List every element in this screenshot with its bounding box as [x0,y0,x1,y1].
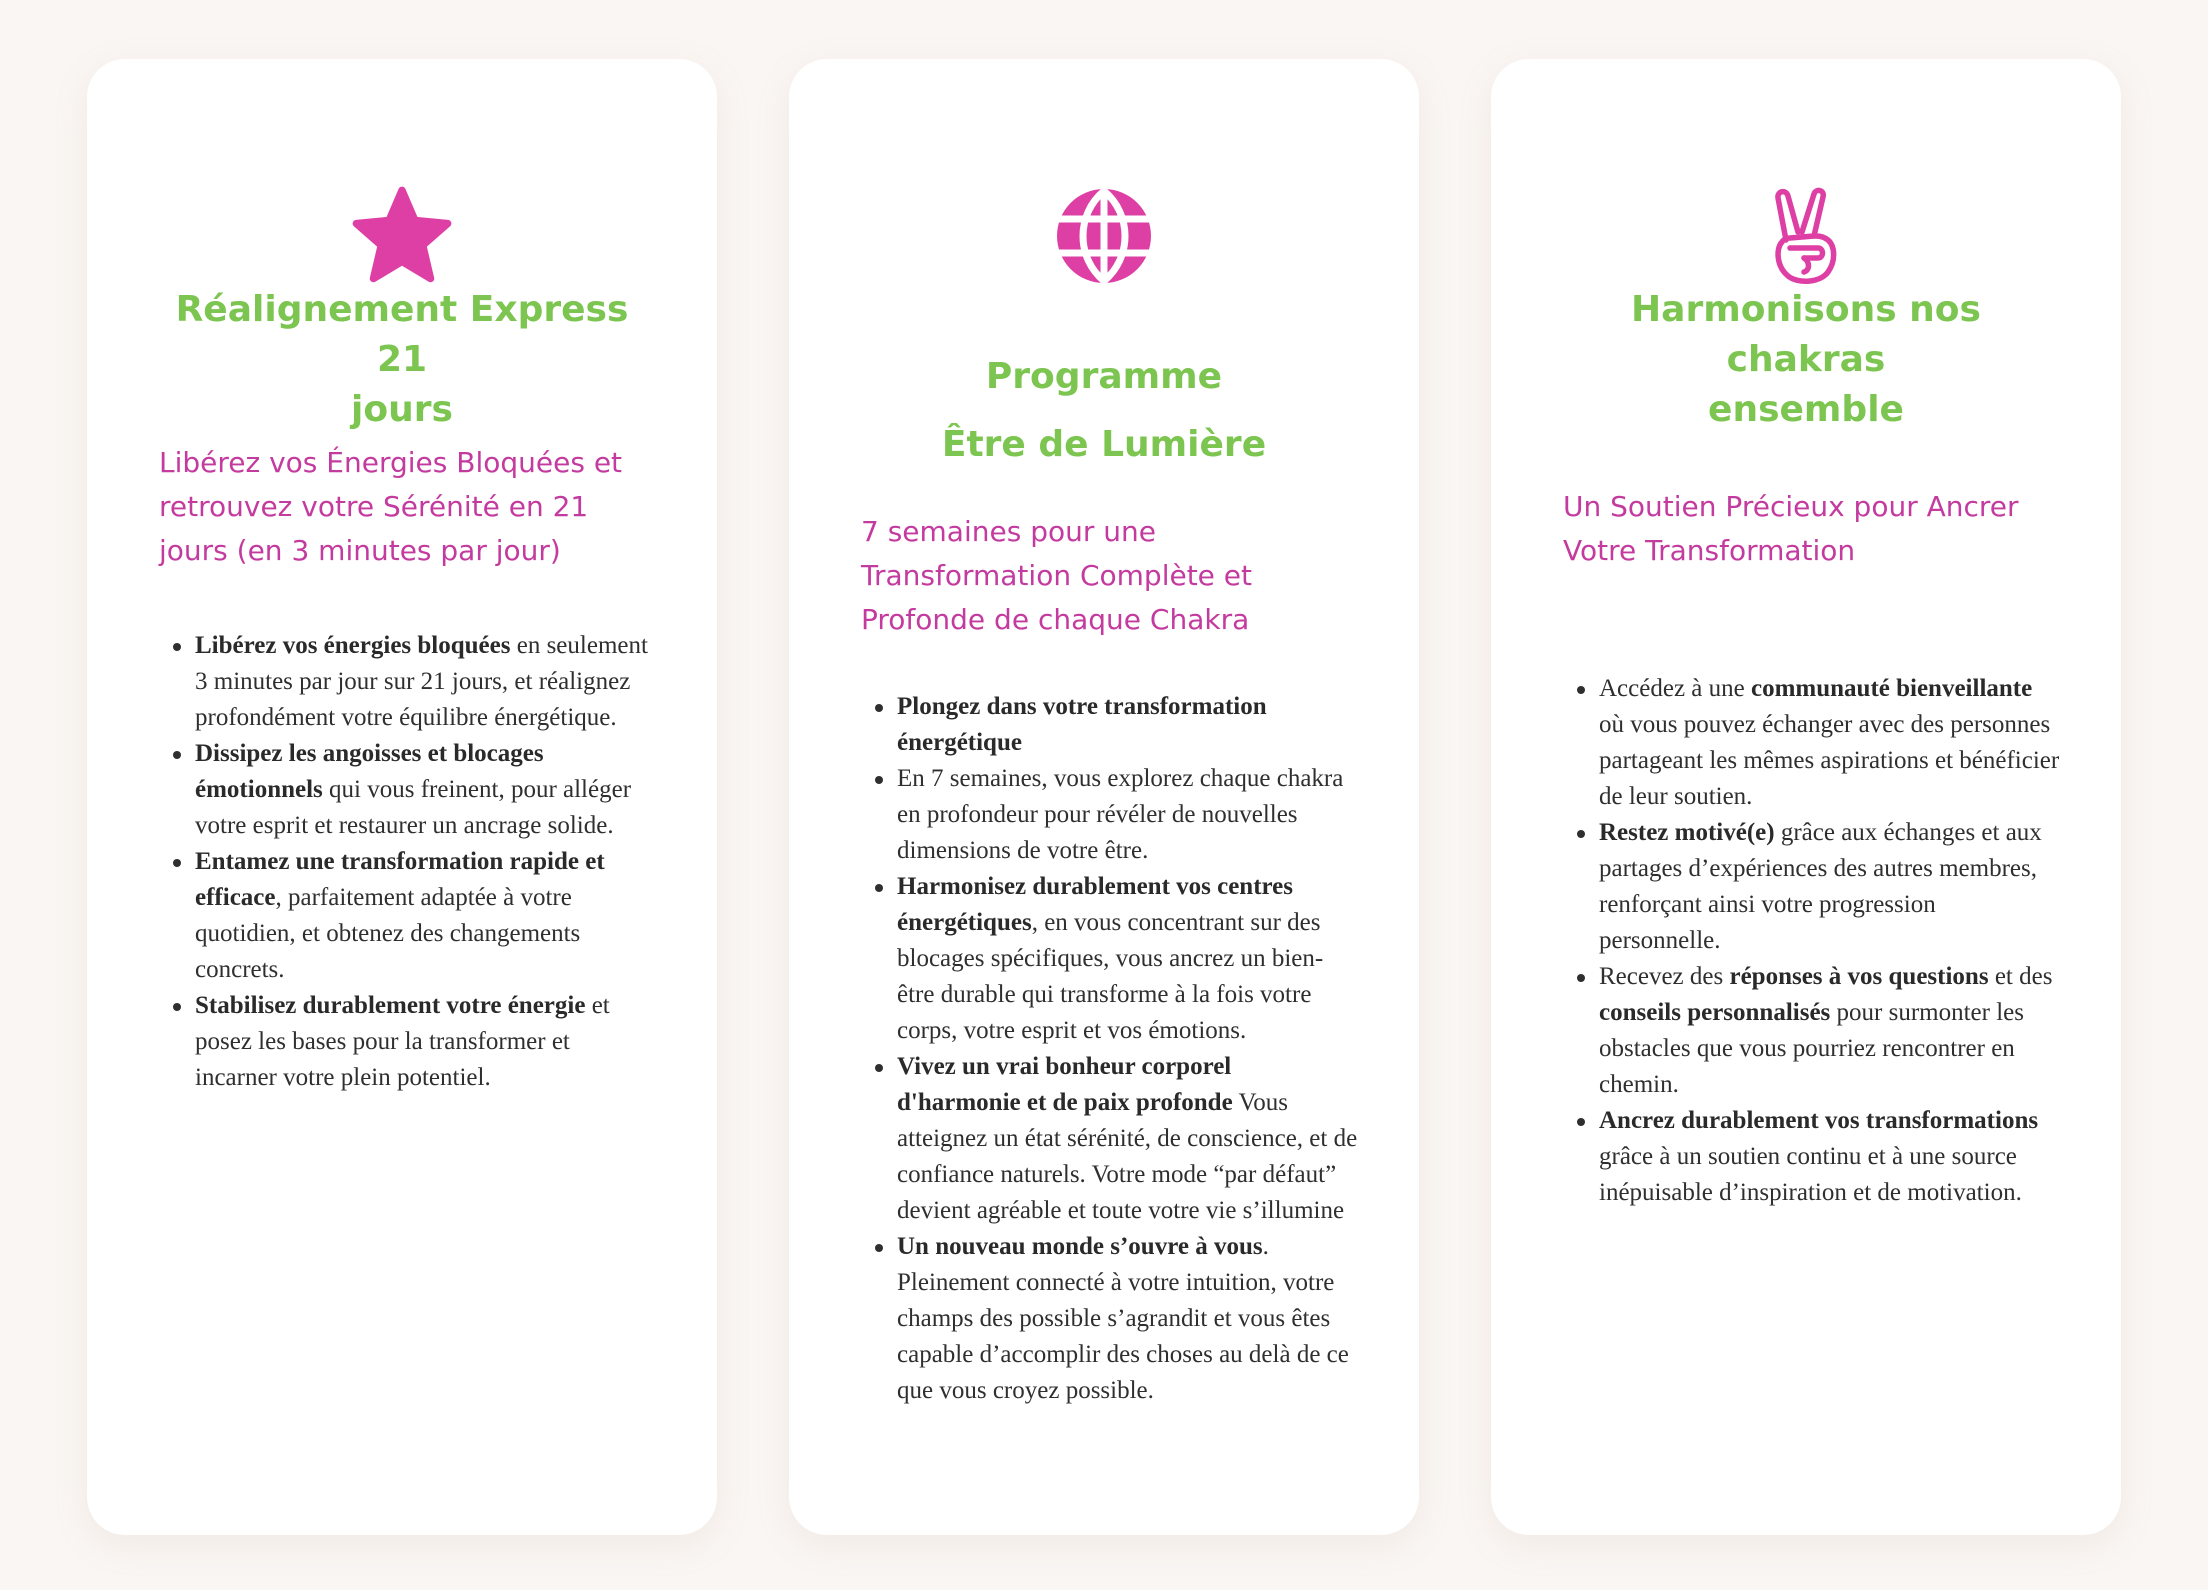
bullet-text: En 7 semaines, vous explorez chaque chakra en profondeur pour révéler de nouvelles dimensions de votre être. [897,765,1344,864]
card-subtitle [861,510,1359,642]
bullet-bold: Harmonisez durablement vos centres énergétiques [897,873,1294,936]
card-harmonisons-chakras [1491,59,2121,1535]
title-line: Réalignement Express 21 [175,289,629,380]
list-item [897,761,1359,869]
bullet-bold: Ancrez durablement vos transformations [1599,1107,2039,1134]
bullet-text: et posez les bases pour la transformer et incarner votre plein potentiel. [195,992,610,1091]
bullet-bold-2: conseils personnalisés [1599,999,1831,1026]
subtitle-line: jours (en 3 minutes par jour) [159,534,561,567]
title-line: jours [351,389,453,430]
list-item [195,844,657,988]
peace-hand-icon [1770,186,1842,286]
card-title [1551,285,2061,435]
bullet-text: en seulement 3 minutes par jour sur 21 jours, et réalignez profondément votre équilibre énergétique. [195,632,648,731]
feature-list [897,689,1359,1409]
star-icon [350,186,454,286]
list-item [1599,1103,2061,1211]
bullet-text: où vous pouvez échanger avec des personnes partageant les mêmes aspirations et bénéficier de leur soutien. [1599,711,2060,810]
card-title [147,285,657,435]
bullet-bold: Plongez dans votre transformation énergétique [897,693,1267,756]
bullet-bold: Entamez une transformation rapide et efficace [195,848,605,911]
list-item [897,1049,1359,1229]
list-item [195,628,657,736]
subtitle-line: Transformation Complète et [861,559,1253,592]
subtitle-line: retrouvez votre Sérénité en 21 [159,490,589,523]
title-line: Programme [985,356,1223,397]
bullet-bold: Stabilisez durablement votre énergie [195,992,586,1019]
bullet-pre: Recevez des [1599,963,1730,990]
bullet-bold: réponses à vos questions [1729,963,1989,990]
bullet-text: Vous atteignez un état sérénité, de conscience, et de confiance naturels. Votre mode “par défaut” devient agréable et toute votre vie s’illumine [897,1089,1358,1224]
list-item [897,1229,1359,1409]
list-item [1599,671,2061,815]
bullet-text: pour surmonter les obstacles que vous pourriez rencontrer en chemin. [1599,999,2024,1098]
list-item [897,869,1359,1049]
bullet-bold: Libérez vos énergies bloquées [195,632,511,659]
subtitle-line: Libérez vos Énergies Bloquées et [159,446,623,479]
bullet-bold: Vivez un vrai bonheur corporel d'harmonie et de paix profonde [897,1053,1233,1116]
card-subtitle [1563,485,2061,573]
subtitle-line: Votre Transformation [1563,534,1856,567]
card-realignement-express [87,59,717,1535]
title-line: Harmonisons nos chakras [1631,289,1981,380]
list-item [195,736,657,844]
card-subtitle [159,441,657,573]
card-etre-de-lumiere [789,59,1419,1535]
title-line: ensemble [1708,389,1904,430]
list-item [1599,815,2061,959]
globe-icon [1054,186,1154,286]
bullet-text: grâce aux échanges et aux partages d’expériences des autres membres, renforçant ainsi votre progression personnelle. [1599,819,2042,954]
bullet-bold: communauté bienveillante [1750,675,2033,702]
list-item [195,988,657,1096]
bullet-pre: Accédez à une [1599,675,1751,702]
list-item [897,689,1359,761]
bullet-text: qui vous freinent, pour alléger votre esprit et restaurer un ancrage solide. [195,776,632,839]
feature-list [1599,671,2061,1211]
subtitle-line: Un Soutien Précieux pour Ancrer [1563,490,2019,523]
bullet-text: , parfaitement adaptée à votre quotidien, et obtenez des changements concrets. [195,884,581,983]
list-item [1599,959,2061,1103]
subtitle-line: 7 semaines pour une [861,515,1156,548]
feature-list [195,628,657,1096]
bullet-bold: Un nouveau monde s’ouvre à vous [897,1233,1263,1260]
subtitle-line: Profonde de chaque Chakra [861,603,1250,636]
bullet-text: grâce à un soutien continu et à une source inépuisable d’inspiration et de motivation. [1599,1143,2022,1206]
bullet-bold: Dissipez les angoisses et blocages émotionnels [195,740,544,803]
bullet-text: , en vous concentrant sur des blocages spécifiques, vous ancrez un bien-être durable qui transforme à la fois votre corps, votre esprit et vos émotions. [897,909,1324,1044]
bullet-bold: Restez motivé(e) [1599,819,1775,846]
bullet-text: . Pleinement connecté à votre intuition, votre champs des possible s’agrandit et vous êtes capable d’accomplir des choses au delà de ce que vous croyez possible. [897,1233,1349,1404]
bullet-mid: et des [1988,963,2053,990]
title-line: Être de Lumière [941,424,1267,465]
card-title [849,343,1359,479]
